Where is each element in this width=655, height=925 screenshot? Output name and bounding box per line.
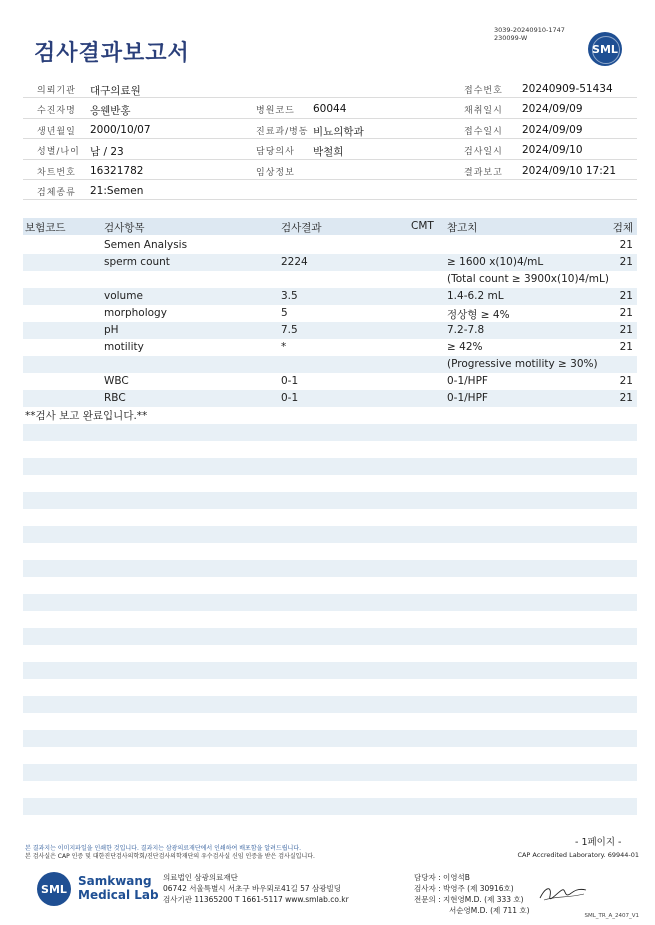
cell-spec: 21 [619,307,633,319]
completion-note: **검사 보고 완료입니다.** [25,410,148,422]
cell-item: motility [104,341,144,353]
cell-result: 2224 [281,256,308,268]
info-label: 검체종류 [37,187,76,198]
cell-item: pH [104,324,119,336]
cell-result: 5 [281,307,288,319]
cell-ref: (Progressive motility ≥ 30%) [447,358,598,370]
empty-row [23,798,637,815]
info-label: 수진자명 [37,106,76,117]
info-row [23,180,637,200]
cell-result: 7.5 [281,324,298,336]
header-code: 보험코드 [25,222,66,234]
cell-spec: 21 [619,392,633,404]
cell-result: * [281,341,287,353]
empty-row [23,662,637,679]
cell-item: WBC [104,375,129,387]
cell-ref: 0-1/HPF [447,375,488,387]
empty-row [23,764,637,781]
document-id: 3039-20240910-1747 230099-W [494,26,565,42]
report-title: 검사결과보고서 [34,41,190,66]
patient-info-table [23,78,637,200]
info-label: 병원코드 [256,106,295,117]
header-specimen: 검체 [612,222,633,234]
cell-spec: 21 [619,341,633,353]
empty-row-stripes [23,424,637,832]
cell-result: 3.5 [281,290,298,302]
info-value: 2000/10/07 [90,123,151,136]
info-value: 비뇨의학과 [313,125,364,138]
cap-accreditation: CAP Accredited Laboratory. 69944-01 [517,851,639,859]
cell-item: morphology [104,307,167,319]
info-label: 의뢰기관 [37,86,76,96]
info-label: 생년월일 [37,126,76,137]
table-row [23,271,637,288]
info-label: 임상정보 [256,167,295,178]
table-row [23,288,637,305]
cell-result: 0-1 [281,392,299,404]
empty-row [23,730,637,747]
cell-result: 0-1 [281,375,299,387]
header-item: 검사항목 [104,222,145,234]
table-row [23,373,637,390]
empty-row [23,560,637,577]
info-row [23,139,637,159]
header-reference: 참고치 [447,222,478,234]
info-row [23,160,637,180]
table-row [23,254,637,271]
empty-row [23,696,637,713]
samkwang-logo-icon: SML [37,872,71,906]
cell-ref: 0-1/HPF [447,392,488,404]
sml-logo-icon: SML [588,32,622,66]
info-value: 박철희 [313,146,344,159]
info-label: 접수일시 [464,126,503,137]
empty-row [23,458,637,475]
page-number: - 1페이지 - [575,837,622,848]
info-row [23,98,637,118]
table-row [23,356,637,373]
lab-name: Samkwang Medical Lab [78,874,159,902]
info-label: 접수번호 [464,86,503,96]
print-notice: 본 결과지는 이미지파일을 인쇄한 것입니다. 결과지는 삼광의료재단에서 인쇄하여 배포함을 알려드립니다. [25,845,302,852]
info-value: 16321782 [90,164,144,177]
header-cmt: CMT [411,220,434,232]
form-version: SML_TR_A_2407_V1 [584,913,639,919]
cell-item: RBC [104,392,126,404]
info-value: 2024/09/10 [522,144,583,157]
cell-item: Semen Analysis [104,239,188,251]
info-value: 21:Semen [90,184,144,197]
empty-row [23,628,637,645]
cell-ref: (Total count ≥ 3900x(10)4/mL) [447,273,609,285]
info-value: 2024/09/10 17:21 [522,164,617,177]
info-label: 차트번호 [37,167,76,178]
cell-item: volume [104,290,143,302]
cell-spec: 21 [619,324,633,336]
info-row [23,119,637,139]
cell-ref: 7.2-7.8 [447,324,485,336]
staff-signatures: 담당자 : 이영석B 검사자 : 박영주 (제 30916호) 전문의 : 지현영M.D. (제 333 호) 서순영M.D. (제 711 호) [414,873,530,915]
empty-row [23,492,637,509]
info-label: 채취일시 [464,106,503,117]
lab-address: 의료법인 삼광의료재단 06742 서울특별시 서초구 바우뫼로41길 57 삼광빌딩 검사기관 11365200 T 1661-5117 www.smlab.co.kr [163,873,349,904]
empty-row [23,526,637,543]
cell-spec: 21 [619,290,633,302]
table-row [23,390,637,407]
cell-spec: 21 [619,256,633,268]
cell-spec: 21 [619,375,633,387]
cell-ref: 정상형 ≥ 4% [447,309,510,321]
info-value: 응웬반홍 [90,105,131,118]
info-value: 남 / 23 [90,146,124,159]
empty-row [23,424,637,441]
header-result: 검사결과 [281,222,322,234]
table-row [23,237,637,254]
cell-spec: 21 [619,239,633,251]
info-value: 대구의료원 [90,85,141,97]
info-value: 20240909-51434 [522,83,613,95]
accreditation-notice: 본 검사실은 CAP 인증 및 대한진단검사의학회/진단검사의학재단의 우수검사실 신임 인증을 받은 검사실입니다. [25,853,315,860]
info-label: 담당의사 [256,147,295,158]
results-table-body [23,237,637,407]
cell-ref: ≥ 1600 x(10)4/mL [447,256,544,268]
cell-ref: 1.4-6.2 mL [447,290,504,302]
table-row [23,305,637,322]
info-label: 성별/나이 [37,147,80,158]
table-row [23,339,637,356]
info-value: 2024/09/09 [522,103,583,116]
info-label: 진료과/병동 [256,126,309,137]
cell-ref: ≥ 42% [447,341,483,353]
table-row [23,322,637,339]
info-label: 검사일시 [464,147,503,158]
signature-icon [538,882,588,906]
info-label: 결과보고 [464,167,503,178]
results-table-header [23,218,637,235]
info-value: 60044 [313,103,347,116]
cell-item: sperm count [104,256,170,268]
empty-row [23,594,637,611]
info-value: 2024/09/09 [522,123,583,136]
info-row [23,78,637,98]
